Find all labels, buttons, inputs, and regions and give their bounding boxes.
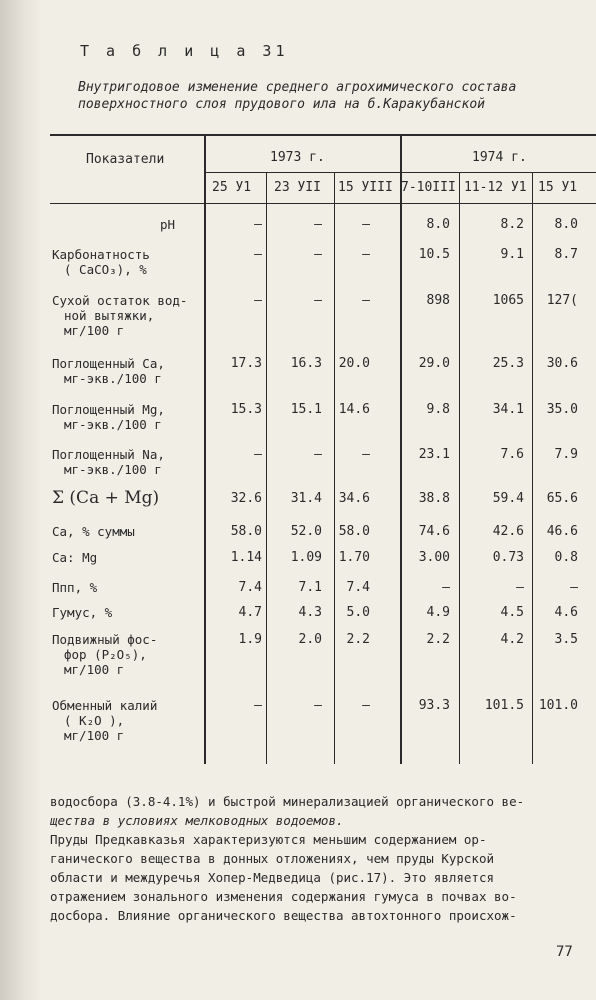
- table-cell: –: [314, 447, 322, 462]
- row-label-line: мг-экв./100 г: [64, 462, 162, 477]
- table-cell: 8.2: [500, 217, 524, 232]
- table-cell: 9.8: [426, 402, 450, 417]
- table-cell: 31.4: [290, 491, 322, 506]
- table-cell: –: [254, 698, 262, 713]
- row-label-line: Сухой остаток вод-: [52, 293, 188, 308]
- row-label-line: Поглощенный Mg,: [52, 402, 165, 417]
- table-number: Т а б л и ц а 31: [80, 42, 289, 60]
- row-label: [52, 447, 165, 477]
- table-cell: 1.09: [290, 550, 322, 565]
- text-line: досбора. Влияние органического вещества автохтонного происхож-: [50, 908, 517, 923]
- table-cell: 898: [426, 293, 450, 308]
- text-line: водосбора (3.8-4.1%) и быстрой минерализацией органического ве-: [50, 794, 525, 809]
- table-cell: 14.6: [338, 402, 370, 417]
- column-divider: [266, 172, 267, 764]
- row-label-line: Σ (Ca + Mg): [52, 488, 160, 508]
- row-label: [52, 247, 150, 277]
- table-cell: –: [314, 247, 322, 262]
- table-cell: –: [516, 580, 524, 595]
- table-cell: 42.6: [492, 524, 524, 539]
- row-label: [52, 698, 157, 743]
- row-label-line: Карбонатность: [52, 247, 150, 262]
- table-cell: 101.5: [484, 698, 524, 713]
- table-cell: –: [362, 217, 370, 232]
- row-label-line: Обменный калий: [52, 698, 158, 713]
- caption-line: Внутригодовое изменение среднего агрохимического состава: [78, 80, 517, 95]
- table-cell: 8.0: [554, 217, 578, 232]
- row-label: [52, 605, 112, 620]
- table-cell: 101.0: [538, 698, 578, 713]
- table-cell: 7.4: [238, 580, 262, 595]
- table-cell: 9.1: [500, 247, 524, 262]
- row-label: [52, 550, 97, 565]
- page-number: 77: [556, 944, 573, 960]
- table-cell: 58.0: [230, 524, 262, 539]
- table-cell: 46.6: [546, 524, 578, 539]
- text-line: отражением зонального изменения содержания гумуса в почвах во-: [50, 889, 517, 904]
- table-cell: 17.3: [230, 356, 262, 371]
- table-cell: 4.6: [554, 605, 578, 620]
- row-label-line: Гумус, %: [52, 605, 113, 620]
- text-line: щества в условиях мелководных водоемов.: [50, 813, 344, 828]
- table-caption: [78, 79, 588, 113]
- table-cell: 1.14: [230, 550, 262, 565]
- table-cell: –: [254, 247, 262, 262]
- table-cell: 127(: [546, 293, 578, 308]
- header-bottom-rule: [50, 203, 596, 204]
- table-cell: 7.4: [346, 580, 370, 595]
- row-label-line: мг-экв./100 г: [64, 371, 162, 386]
- table-cell: –: [254, 217, 262, 232]
- table-cell: –: [254, 447, 262, 462]
- row-label-line: мг/100 г: [64, 728, 125, 743]
- table-cell: –: [362, 447, 370, 462]
- row-label-line: Поглощенный Ca,: [52, 356, 165, 371]
- table-cell: 74.6: [418, 524, 450, 539]
- body-text: [50, 792, 586, 925]
- table-cell: 30.6: [546, 356, 578, 371]
- year-header: 1973 г.: [270, 150, 325, 165]
- row-label-line: мг/100 г: [64, 323, 125, 338]
- table-cell: 15.1: [290, 402, 322, 417]
- table-cell: 65.6: [546, 491, 578, 506]
- column-header: 7-10III: [401, 180, 456, 195]
- row-label-line: фор (P₂O₅),: [64, 647, 147, 662]
- table-cell: –: [314, 293, 322, 308]
- row-label-line: Подвижный фос-: [52, 632, 158, 647]
- table-top-rule: [50, 134, 596, 136]
- indicator-header: Показатели: [86, 152, 165, 167]
- table-cell: 1.9: [238, 632, 262, 647]
- row-label-line: Поглощенный Na,: [52, 447, 165, 462]
- table-cell: 3.00: [418, 550, 450, 565]
- table-cell: 0.8: [554, 550, 578, 565]
- table-cell: 35.0: [546, 402, 578, 417]
- row-label-line: ( CaCO₃), %: [64, 262, 147, 277]
- page-edge-shadow: [0, 0, 42, 1000]
- column-header: 15 УIII: [338, 180, 393, 195]
- table-cell: 0.73: [492, 550, 524, 565]
- table-cell: 32.6: [230, 491, 262, 506]
- table-cell: –: [254, 293, 262, 308]
- row-label-line: ной вытяжки,: [64, 308, 155, 323]
- row-label: [52, 293, 187, 338]
- table-cell: 8.7: [554, 247, 578, 262]
- table-cell: 5.0: [346, 605, 370, 620]
- row-label: [52, 524, 135, 539]
- table-cell: –: [314, 217, 322, 232]
- table-cell: 8.0: [426, 217, 450, 232]
- table-cell: 10.5: [418, 247, 450, 262]
- table-cell: 59.4: [492, 491, 524, 506]
- table-cell: –: [442, 580, 450, 595]
- text-line: ганического вещества в донных отложениях, чем пруды Курской: [50, 851, 495, 866]
- text-line: области и междуречья Хопер-Медведица (рис.17). Это является: [50, 870, 495, 885]
- table-cell: 23.1: [418, 447, 450, 462]
- table-cell: –: [570, 580, 578, 595]
- row-label-line: Са, % суммы: [52, 524, 135, 539]
- row-label-line: мг-экв./100 г: [64, 417, 162, 432]
- table-cell: 1065: [492, 293, 524, 308]
- table-cell: 34.6: [338, 491, 370, 506]
- row-label: [52, 402, 165, 432]
- column-divider: [400, 134, 402, 764]
- row-label-line: Ппп, %: [52, 580, 98, 595]
- table-cell: 4.3: [298, 605, 322, 620]
- text-line: Пруды Предкавказья характеризуются меньшим содержанием ор-: [50, 832, 487, 847]
- table-cell: 3.5: [554, 632, 578, 647]
- table-cell: 2.0: [298, 632, 322, 647]
- table-cell: 4.2: [500, 632, 524, 647]
- table-cell: 15.3: [230, 402, 262, 417]
- table-cell: 58.0: [338, 524, 370, 539]
- row-label: [160, 217, 175, 232]
- table-cell: 34.1: [492, 402, 524, 417]
- column-header: 11-12 У1: [464, 180, 527, 195]
- row-label-line: pH: [160, 217, 176, 232]
- table-cell: –: [362, 247, 370, 262]
- table-cell: 2.2: [426, 632, 450, 647]
- column-divider: [532, 172, 533, 764]
- row-label-line: ( K₂O ),: [64, 713, 125, 728]
- table-cell: –: [362, 293, 370, 308]
- table-cell: 2.2: [346, 632, 370, 647]
- table-cell: 38.8: [418, 491, 450, 506]
- year-header: 1974 г.: [472, 150, 527, 165]
- row-label: [52, 580, 97, 595]
- row-label: [52, 632, 157, 677]
- table-cell: 16.3: [290, 356, 322, 371]
- table-cell: –: [314, 698, 322, 713]
- row-label-line: Са: Mg: [52, 550, 98, 565]
- column-header: 25 У1: [212, 180, 252, 195]
- table-cell: 52.0: [290, 524, 322, 539]
- table-cell: 4.5: [500, 605, 524, 620]
- table-cell: 20.0: [338, 356, 370, 371]
- table-cell: 25.3: [492, 356, 524, 371]
- column-divider: [459, 172, 460, 764]
- table-cell: 7.6: [500, 447, 524, 462]
- column-divider: [334, 172, 335, 764]
- row-label-line: мг/100 г: [64, 662, 125, 677]
- column-divider: [204, 134, 206, 764]
- table-cell: 29.0: [418, 356, 450, 371]
- table-cell: 93.3: [418, 698, 450, 713]
- row-label: [52, 356, 165, 386]
- column-header: 23 УII: [274, 180, 321, 195]
- table-cell: 4.7: [238, 605, 262, 620]
- table-cell: 7.1: [298, 580, 322, 595]
- table-cell: 7.9: [554, 447, 578, 462]
- caption-line: поверхностного слоя прудового ила на б.Каракубанской: [78, 97, 485, 112]
- row-label: [52, 488, 160, 508]
- table-cell: 4.9: [426, 605, 450, 620]
- column-header: 15 У1: [538, 180, 578, 195]
- table-cell: –: [362, 698, 370, 713]
- table-cell: 1.70: [338, 550, 370, 565]
